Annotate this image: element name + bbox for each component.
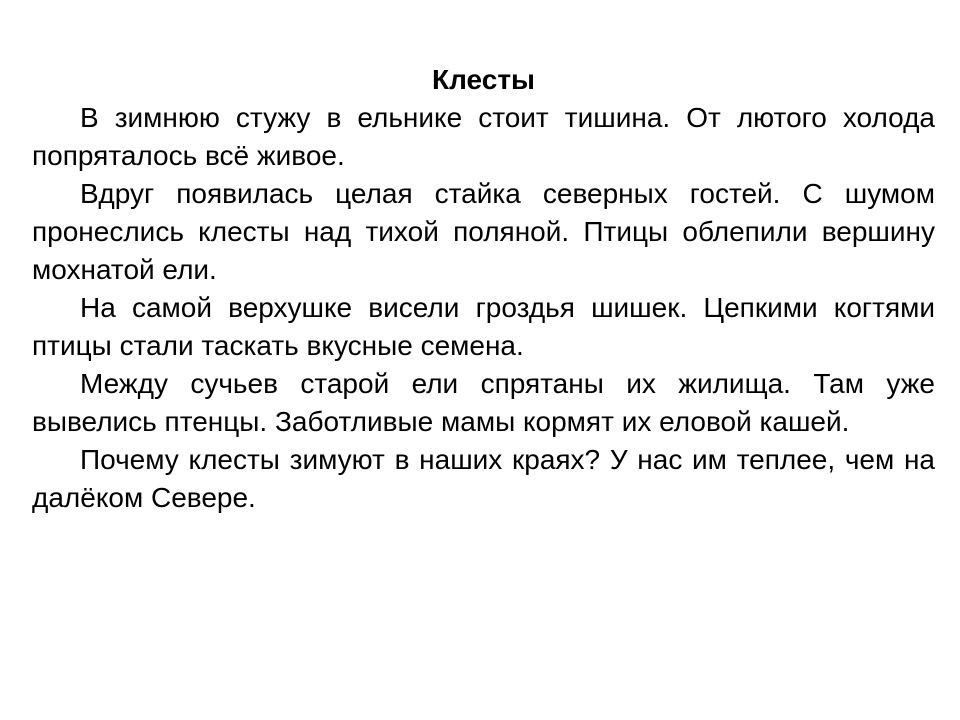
paragraph-5: Почему клесты зимуют в наших краях? У нас им теплее, чем на далёком Севере.	[32, 444, 935, 513]
paragraph-2: Вдруг появилась целая стайка северных гостей. С шумом пронеслись клесты над тихой поляной. Птицы облепили вершину мохнатой ели.	[32, 178, 935, 285]
paragraph-1: В зимнюю стужу в ельнике стоит тишина. От лютого холода попряталось всё живое.	[32, 102, 935, 171]
paragraph-4: Между сучьев старой ели спрятаны их жилища. Там уже вывелись птенцы. Заботливые мамы кормят их еловой кашей.	[32, 368, 935, 437]
document-title: Клесты	[432, 64, 535, 95]
document-sheet	[32, 61, 935, 517]
paragraph-3: На самой верхушке висели гроздья шишек. Цепкими когтями птицы стали таскать вкусные семена.	[32, 292, 935, 361]
